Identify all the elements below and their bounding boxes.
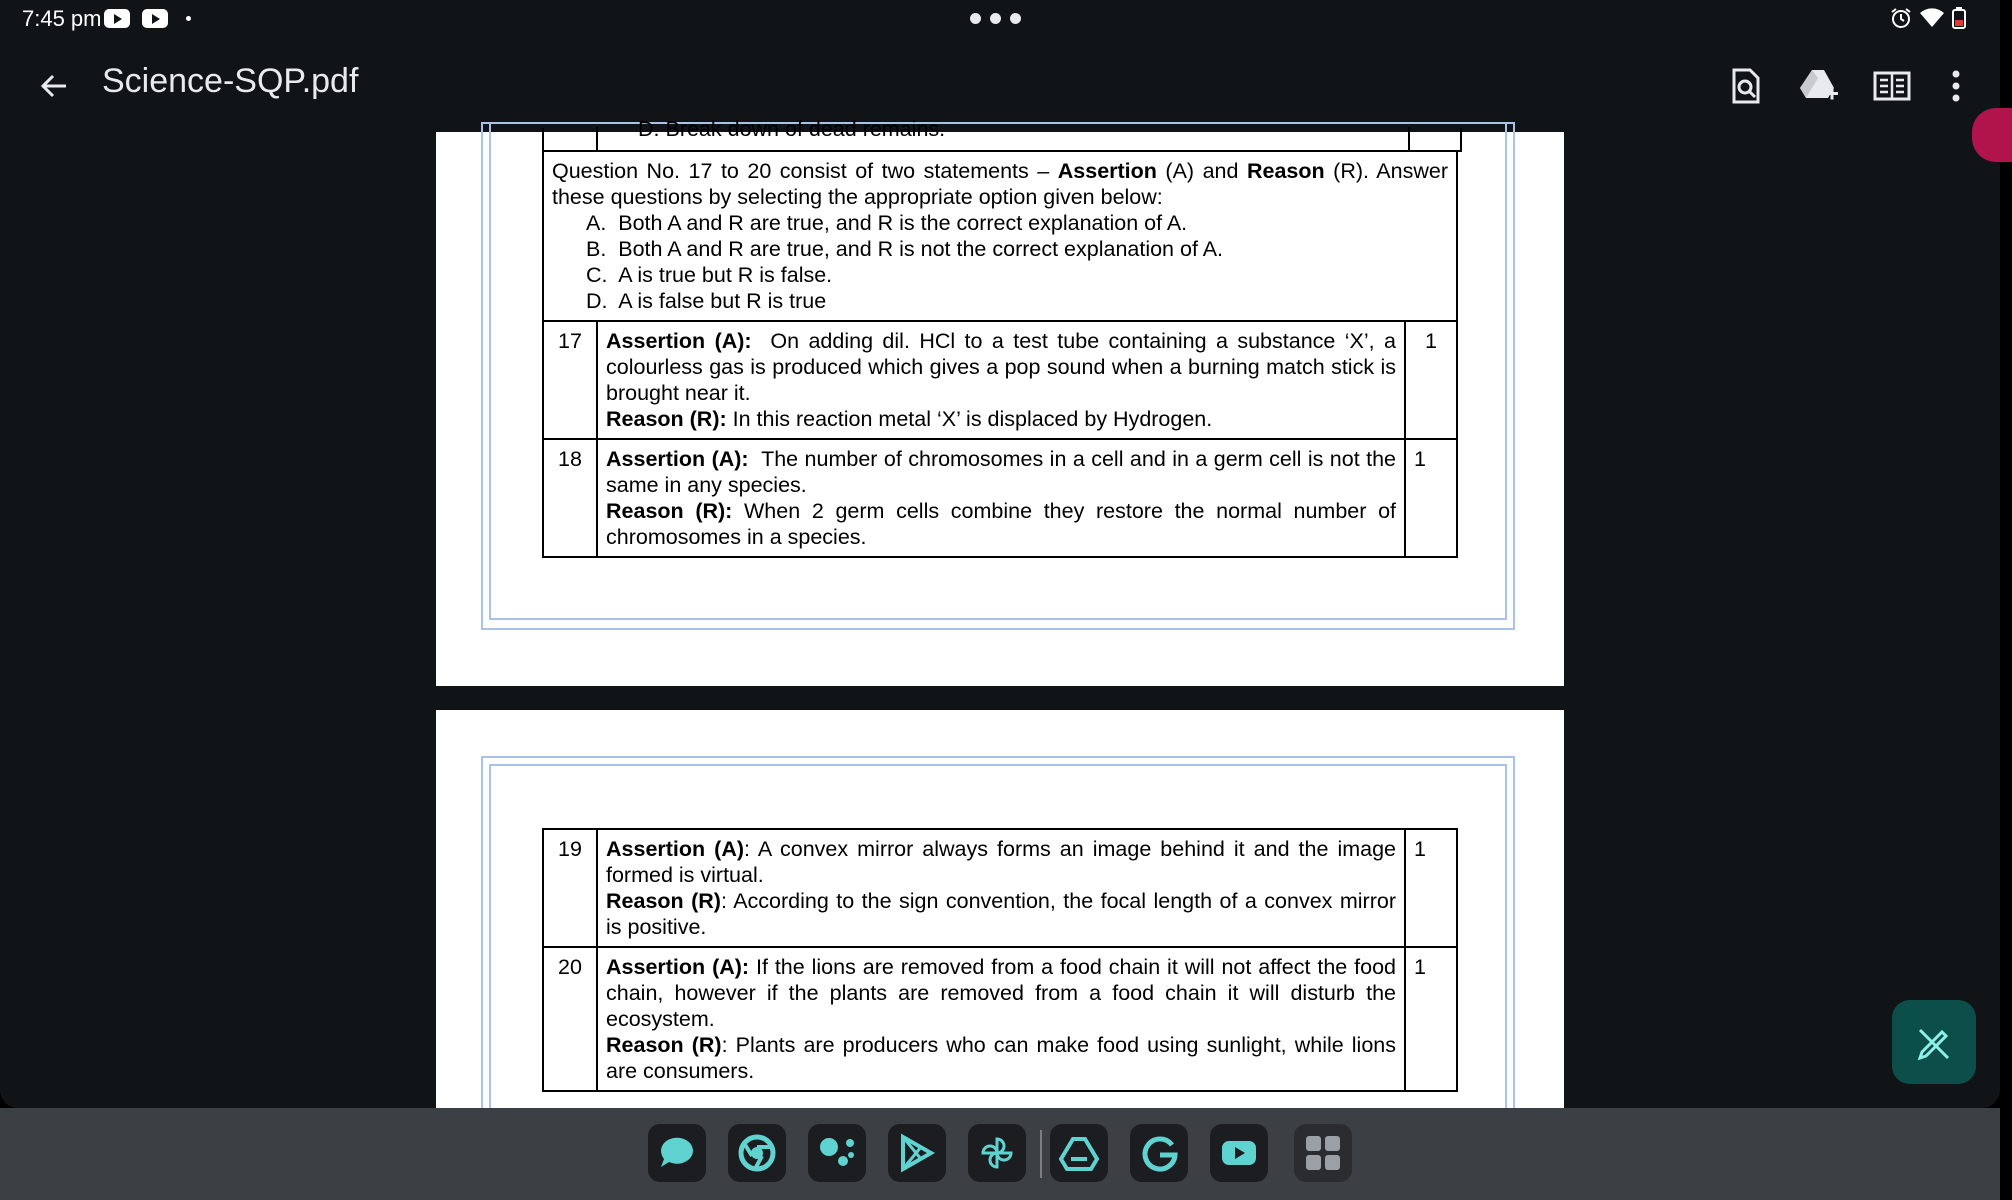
back-arrow-icon[interactable] — [34, 66, 74, 106]
question-number: 20 — [543, 947, 597, 1091]
answer-option: D. A is false but R is true — [586, 289, 827, 313]
question-marks: 1 — [1405, 439, 1457, 557]
find-in-page-icon[interactable] — [1724, 64, 1768, 108]
dock-play-store-app[interactable] — [888, 1124, 946, 1182]
table-row — [543, 947, 1457, 1091]
dock-google-app[interactable] — [1130, 1124, 1188, 1182]
assertion-text: If the lions are removed from a food chain it will not affect the food chain, however if the plants are removed from a food chain it will disturb the ecosystem. — [606, 955, 1396, 1031]
app-bar — [0, 36, 2000, 132]
previous-question-row — [542, 117, 1462, 152]
answer-option: A. Both A and R are true, and R is the correct explanation of A. — [586, 211, 1188, 235]
chrome-icon — [737, 1133, 777, 1173]
reading-mode-icon[interactable] — [1870, 64, 1914, 108]
youtube-notification-icon — [142, 9, 168, 28]
question-body — [597, 829, 1405, 947]
reason-text: : According to the sign convention, the focal length of a convex mirror is positive. — [606, 889, 1396, 939]
google-g-icon — [1139, 1133, 1179, 1173]
dock-messages-app[interactable] — [648, 1124, 706, 1182]
question-marks: 1 — [1405, 321, 1457, 439]
alarm-icon — [1890, 7, 1912, 29]
drive-icon — [1059, 1133, 1099, 1173]
reason-label: Reason (R) — [606, 889, 721, 913]
instructions-row — [543, 151, 1457, 321]
status-time: 7:45 pm — [22, 6, 102, 31]
status-bar — [0, 0, 2000, 36]
status-icons — [1890, 6, 1966, 30]
reason-label: Reason (R): — [606, 499, 733, 523]
assertion-label: Assertion (A): — [606, 329, 752, 353]
messages-icon — [657, 1133, 697, 1173]
question-number: 18 — [543, 439, 597, 557]
pinwheel-photos-icon — [977, 1133, 1017, 1173]
assertion-reason-table — [542, 828, 1458, 1092]
assertion-label: Assertion (A): — [606, 955, 750, 979]
dock-assistant-app[interactable] — [808, 1124, 866, 1182]
answer-option: B. Both A and R are true, and R is not the correct explanation of A. — [586, 237, 1224, 261]
question-body — [597, 321, 1405, 439]
instructions-text: (A) and — [1156, 159, 1247, 183]
question-marks: 1 — [1405, 829, 1457, 947]
more-vert-icon[interactable] — [1934, 64, 1978, 108]
assertion-text: On adding dil. HCl to a test tube containing a substance ‘X’, a colourless gas is produced which gives a pop sound when a burning match stick is brought near it. — [606, 329, 1396, 405]
battery-low-icon — [1952, 7, 1966, 29]
reason-text: In this reaction metal ‘X’ is displaced by Hydrogen. — [726, 407, 1213, 431]
reason-label: Reason (R): — [606, 407, 727, 431]
dock-divider — [1040, 1130, 1042, 1178]
app-grid-icon — [1303, 1133, 1343, 1173]
answer-options-list — [552, 210, 1448, 314]
more-notifications-dot-icon — [186, 16, 191, 21]
dock-chrome-app[interactable] — [728, 1124, 786, 1182]
reason-text: : Plants are producers who can make food using sunlight, while lions are consumers. — [606, 1033, 1396, 1083]
answer-option: C. A is true but R is false. — [586, 263, 833, 287]
pdf-page — [436, 710, 1564, 1130]
annotate-button[interactable] — [1892, 1000, 1976, 1084]
question-marks: 1 — [1405, 947, 1457, 1091]
reason-text: When 2 germ cells combine they restore the normal number of chromosomes in a species. — [606, 499, 1396, 549]
table-row — [543, 321, 1457, 439]
question-number: 19 — [543, 829, 597, 947]
table-row — [543, 439, 1457, 557]
assistant-icon — [817, 1133, 857, 1173]
pdf-viewer[interactable] — [0, 117, 2000, 1108]
document-title: Science-SQP.pdf — [102, 62, 359, 100]
play-store-icon — [897, 1133, 937, 1173]
assertion-text: : A convex mirror always forms an image behind it and the image formed is virtual. — [606, 837, 1397, 887]
instructions-reason-word: Reason — [1246, 159, 1325, 183]
window-handle-dots-icon[interactable] — [970, 11, 1030, 25]
assertion-label: Assertion (A): — [606, 447, 749, 471]
instructions-cell — [543, 151, 1457, 321]
dock-app-launcher[interactable] — [1294, 1124, 1352, 1182]
instructions-assertion-word: Assertion — [1057, 159, 1157, 183]
pen-annotate-icon — [1892, 1000, 1976, 1084]
reason-label: Reason (R) — [606, 1033, 722, 1057]
dock-youtube-app[interactable] — [1210, 1124, 1268, 1182]
dock-photos-app[interactable] — [968, 1124, 1026, 1182]
table-row — [543, 829, 1457, 947]
youtube-notification-icon — [104, 9, 130, 28]
question-number: 17 — [543, 321, 597, 439]
add-to-drive-icon[interactable] — [1796, 64, 1840, 108]
assertion-reason-table — [542, 150, 1458, 558]
wifi-icon — [1920, 8, 1944, 28]
assertion-label: Assertion (A) — [606, 837, 745, 861]
cut-off-option-text: D. Break down of dead remains. — [638, 117, 946, 141]
question-body — [597, 947, 1405, 1091]
youtube-icon — [1219, 1133, 1259, 1173]
question-body — [597, 439, 1405, 557]
taskbar — [0, 1108, 2000, 1200]
assertion-text: The number of chromosomes in a cell and in a germ cell is not the same in any species. — [606, 447, 1396, 497]
dock-drive-app[interactable] — [1050, 1124, 1108, 1182]
pdf-page — [436, 117, 1564, 686]
instructions-text: Question No. 17 to 20 consist of two statements – — [552, 159, 1058, 183]
instructions-text: (R). Answer these questions by selecting the appropriate option given below: — [552, 159, 1448, 209]
